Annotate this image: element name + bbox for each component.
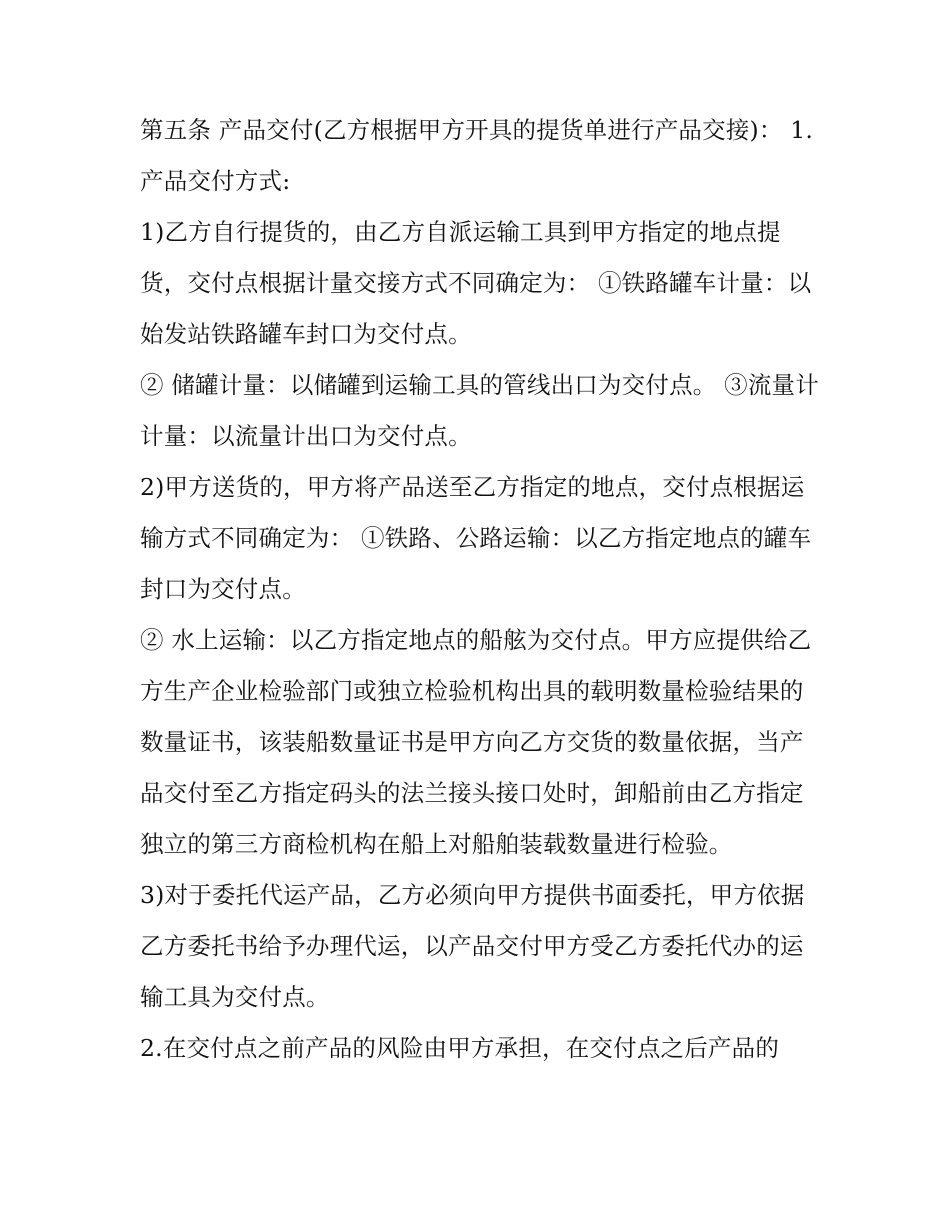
paragraph-risk-transfer: 2.在交付点之前产品的风险由甲方承担，在交付点之后产品的 [140, 1034, 780, 1062]
paragraph-self-pickup: 1)乙方自行提货的，由乙方自派运输工具到甲方指定的地点提货，交付点根据计量交接方式不同确定为： ①铁路罐车计量：以始发站铁路罐车封口为交付点。 [140, 218, 812, 348]
document-body [140, 105, 820, 1074]
paragraph-tank-flowmeter: ② 储罐计量：以储罐到运输工具的管线出口为交付点。 ③流量计计量：以流量计出口为交付点。 [140, 371, 819, 450]
paragraph-article-5-title: 第五条 产品交付(乙方根据甲方开具的提货单进行产品交接)： 1.产品交付方式: [140, 116, 814, 195]
paragraph-water-transport: ② 水上运输：以乙方指定地点的船舷为交付点。甲方应提供给乙方生产企业检验部门或独立检验机构出具的载明数量检验结果的数量证书，该装船数量证书是甲方向乙方交货的数量依据，当产品交付至乙方指定码头的法兰接头接口处时，卸船前由乙方指定独立的第三方商检机构在船上对船舶装载数量进行检验。 [140, 626, 812, 858]
paragraph-consigned-transport: 3)对于委托代运产品，乙方必须向甲方提供书面委托，甲方依据乙方委托书给予办理代运，以产品交付甲方受乙方委托代办的运输工具为交付点。 [140, 881, 805, 1011]
paragraph-seller-delivery: 2)甲方送货的，甲方将产品送至乙方指定的地点，交付点根据运输方式不同确定为： ①铁路、公路运输：以乙方指定地点的罐车封口为交付点。 [140, 473, 812, 603]
